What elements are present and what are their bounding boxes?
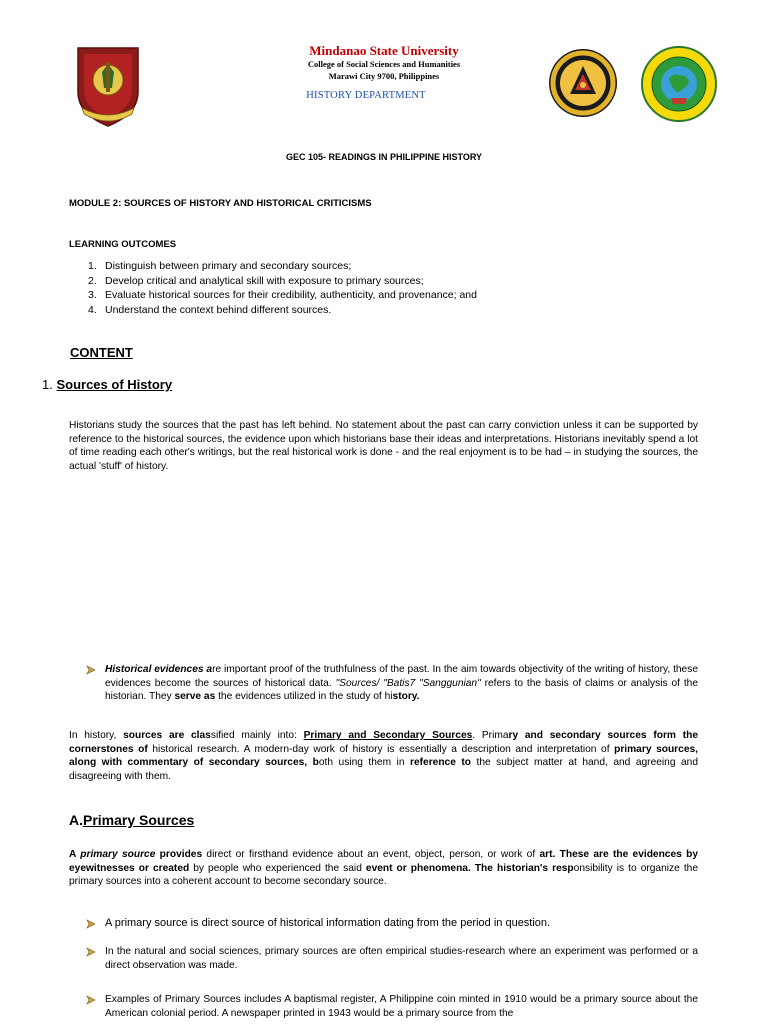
bullet-primary-examples: Examples of Primary Sources includes A baptismal register, A Philippine coin minted in 1910 would be a primary source about the American colonial period. A newspaper printed in 1943 would be a primary source from the [105,993,698,1020]
list-item: 3. Evaluate historical sources for their credibility, authenticity, and provenance; and [88,289,477,301]
university-name: Mindanao State University [309,43,459,58]
section-heading-primary-sources: A.Primary Sources [69,812,195,828]
list-item: 1. Distinguish between primary and secondary sources; [88,260,352,272]
section-heading-sources: 1. Sources of History [42,377,173,392]
bullet-arrow-icon [86,665,96,675]
paragraph-intro: Historians study the sources that the past has left behind. No statement about the past can carry conviction unless it can be supported by reference to the historical sources, the evidence upon which historians base their ideas and interpretations. Historians inevitably spend a lot of time reading each other's writings, but the real historical work is done - and the real enjoyment is to be had – in studying the sources, the actual 'stuff' of history. [69,420,698,472]
course-title: GEC 105- READINGS IN PHILIPPINE HISTORY [285,152,483,162]
learning-outcomes-title: LEARNING OUTCOMES [69,239,177,250]
bullet-arrow-icon [86,919,96,929]
paragraph-primary-definition: A primary source provides direct or firsthand evidence about an event, object, person, or work of art. These are the evidences by eyewitnesses or created by people who experienced the said event or phenomena. The historian's responsibility is to organize the primary sources into a coherent account to become secondary source. [69,849,698,887]
paragraph-classification: In history, sources are classified mainly into: Primary and Secondary Sources. Primary and secondary sources form the cornerstones of historical research. A modern-day work of history is essentially a description and interpretation of primary sources, along with commentary of secondary sources, both using them in reference to the subject matter at hand, and agreeing and disagreeing with them. [69,730,699,782]
content-heading: CONTENT [70,345,133,360]
bullet-arrow-icon [86,947,96,957]
list-item: 4. Understand the context behind different sources. [88,303,332,316]
list-item: 2. Develop critical and analytical skill with exposure to primary sources; [88,274,424,287]
city-address: Marawi City 9700, Philippines [328,71,440,81]
module-title: MODULE 2: SOURCES OF HISTORY AND HISTORICAL CRITICISMS [69,198,372,209]
bullet-primary-sciences: In the natural and social sciences, primary sources are often empirical studies-research where an experiment was performed or a direct observation was made. [105,945,698,972]
department-name: HISTORY DEPARTMENT [306,90,426,101]
college-name: College of Social Sciences and Humanities [307,59,461,69]
bullet-primary-direct: A primary source is direct source of historical information dating from the period in question. [105,917,698,931]
bullet-arrow-icon [86,995,96,1005]
bullet-historical-evidences: Historical evidences are important proof of the truthfulness of the past. In the aim towards objectivity of the writing of history, these evidences become the sources of historical data. "Sources/ "Batis7 "Sanggunian" refers to the basis of claims or analysis of the historian. They serve as the evidences utilized in the study of history. [105,663,698,704]
learning-outcomes-list [88,259,477,317]
